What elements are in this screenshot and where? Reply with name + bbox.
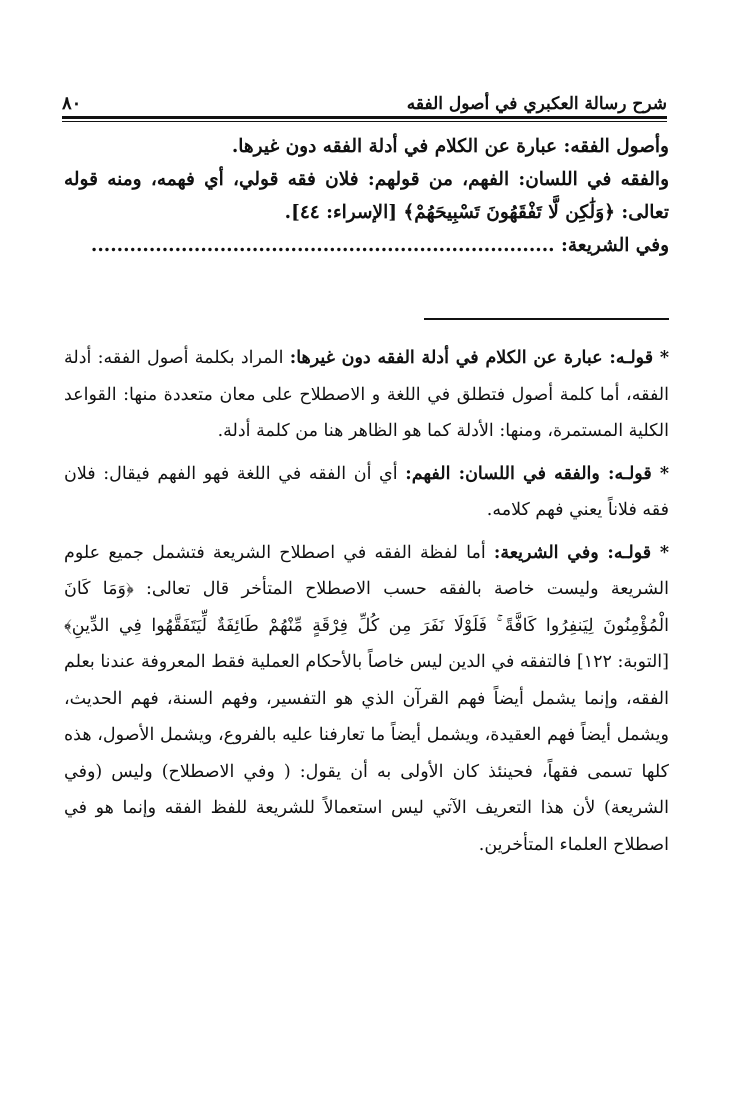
commentary-separator <box>424 318 669 320</box>
running-header <box>62 84 667 114</box>
main-line-1: وأصول الفقه: عبارة عن الكلام في أدلة الفقه دون غيرها. <box>231 136 669 157</box>
header-rule-thick <box>62 116 667 119</box>
main-line-2: والفقه في اللسان: الفهم، من قولهم: فلان فقه قولي، أي فهمه، ومنه قوله تعالى: ﴿وَلَٰكِن لَّا تَفْقَهُونَ تَسْبِيحَهُمْ﴾ [الإسراء: ٤٤]. <box>64 169 669 223</box>
commentary-text-3: أما لفظة الفقه في اصطلاح الشريعة فتشمل جميع علوم الشريعة وليست خاصة بالفقه حسب الاصطلاح المتأخر قال تعالى: ﴿وَمَا كَانَ الْمُؤْمِنُونَ لِيَنفِرُوا كَافَّةً ۚ فَلَوْلَا نَفَرَ مِن كُلِّ فِرْقَةٍ مِّنْهُمْ طَائِفَةٌ لِّيَتَفَقَّهُوا فِي الدِّينِ﴾ [التوبة: ١٢٢] فالتفقه في الدين ليس خاصاً بالأحكام العملية فقط المعروفة عندنا بعلم الفقه، وإنما يشمل أيضاً فهم القرآن الذي هو التفسير، وفهم السنة، فهم الحديث، ويشمل أيضاً فهم العقيدة، ويشمل أيضاً ما تعارفنا عليه بالفروع، ويشمل الأصول، هذه كلها تسمى فقهاً، فحينئذ كان الأولى به أن يقول: ( وفي الاصطلاح) وليس (وفي الشريعة) لأن هذا التعريف الآتي ليس استعمالاً للشريعة للفظ الفقه وإنما هو في اصطلاح العلماء المتأخرين. <box>64 542 669 855</box>
commentary-lemma-2: * قولـه: والفقه في اللسان: الفهم: <box>405 463 670 484</box>
commentary-paragraph-2 <box>64 456 669 529</box>
main-line-3 <box>64 229 669 262</box>
page-number: ٨٠ <box>62 93 82 114</box>
main-line-3-dots: ........................................................................ <box>90 235 555 256</box>
commentary-lemma-3: * قولـه: وفي الشريعة: <box>493 542 669 563</box>
commentary-paragraph-1 <box>64 340 669 450</box>
commentary-text-1: المراد بكلمة أصول الفقه: أدلة الفقه، أما كلمة أصول فتطلق في اللغة و الاصطلاح على معان متعددة منها: القواعد الكلية المستمرة، ومنها: الأدلة كما هو الظاهر هنا من كلمة أدلة. <box>64 348 669 441</box>
main-text <box>64 130 669 262</box>
main-line-3-lead: وفي الشريعة: <box>554 235 669 256</box>
header-rule-thin <box>62 121 667 122</box>
commentary-text-2: أي أن الفقه في اللغة فهو الفهم فيقال: فلان فقه فلاناً يعني فهم كلامه. <box>64 463 669 520</box>
commentary-lemma-1: * قولـه: عبارة عن الكلام في أدلة الفقه دون غيرها: <box>289 348 669 368</box>
header-title: شرح رسالة العكبري في أصول الفقه <box>406 94 667 114</box>
commentary-paragraph-3 <box>64 535 669 864</box>
commentary <box>64 340 669 869</box>
